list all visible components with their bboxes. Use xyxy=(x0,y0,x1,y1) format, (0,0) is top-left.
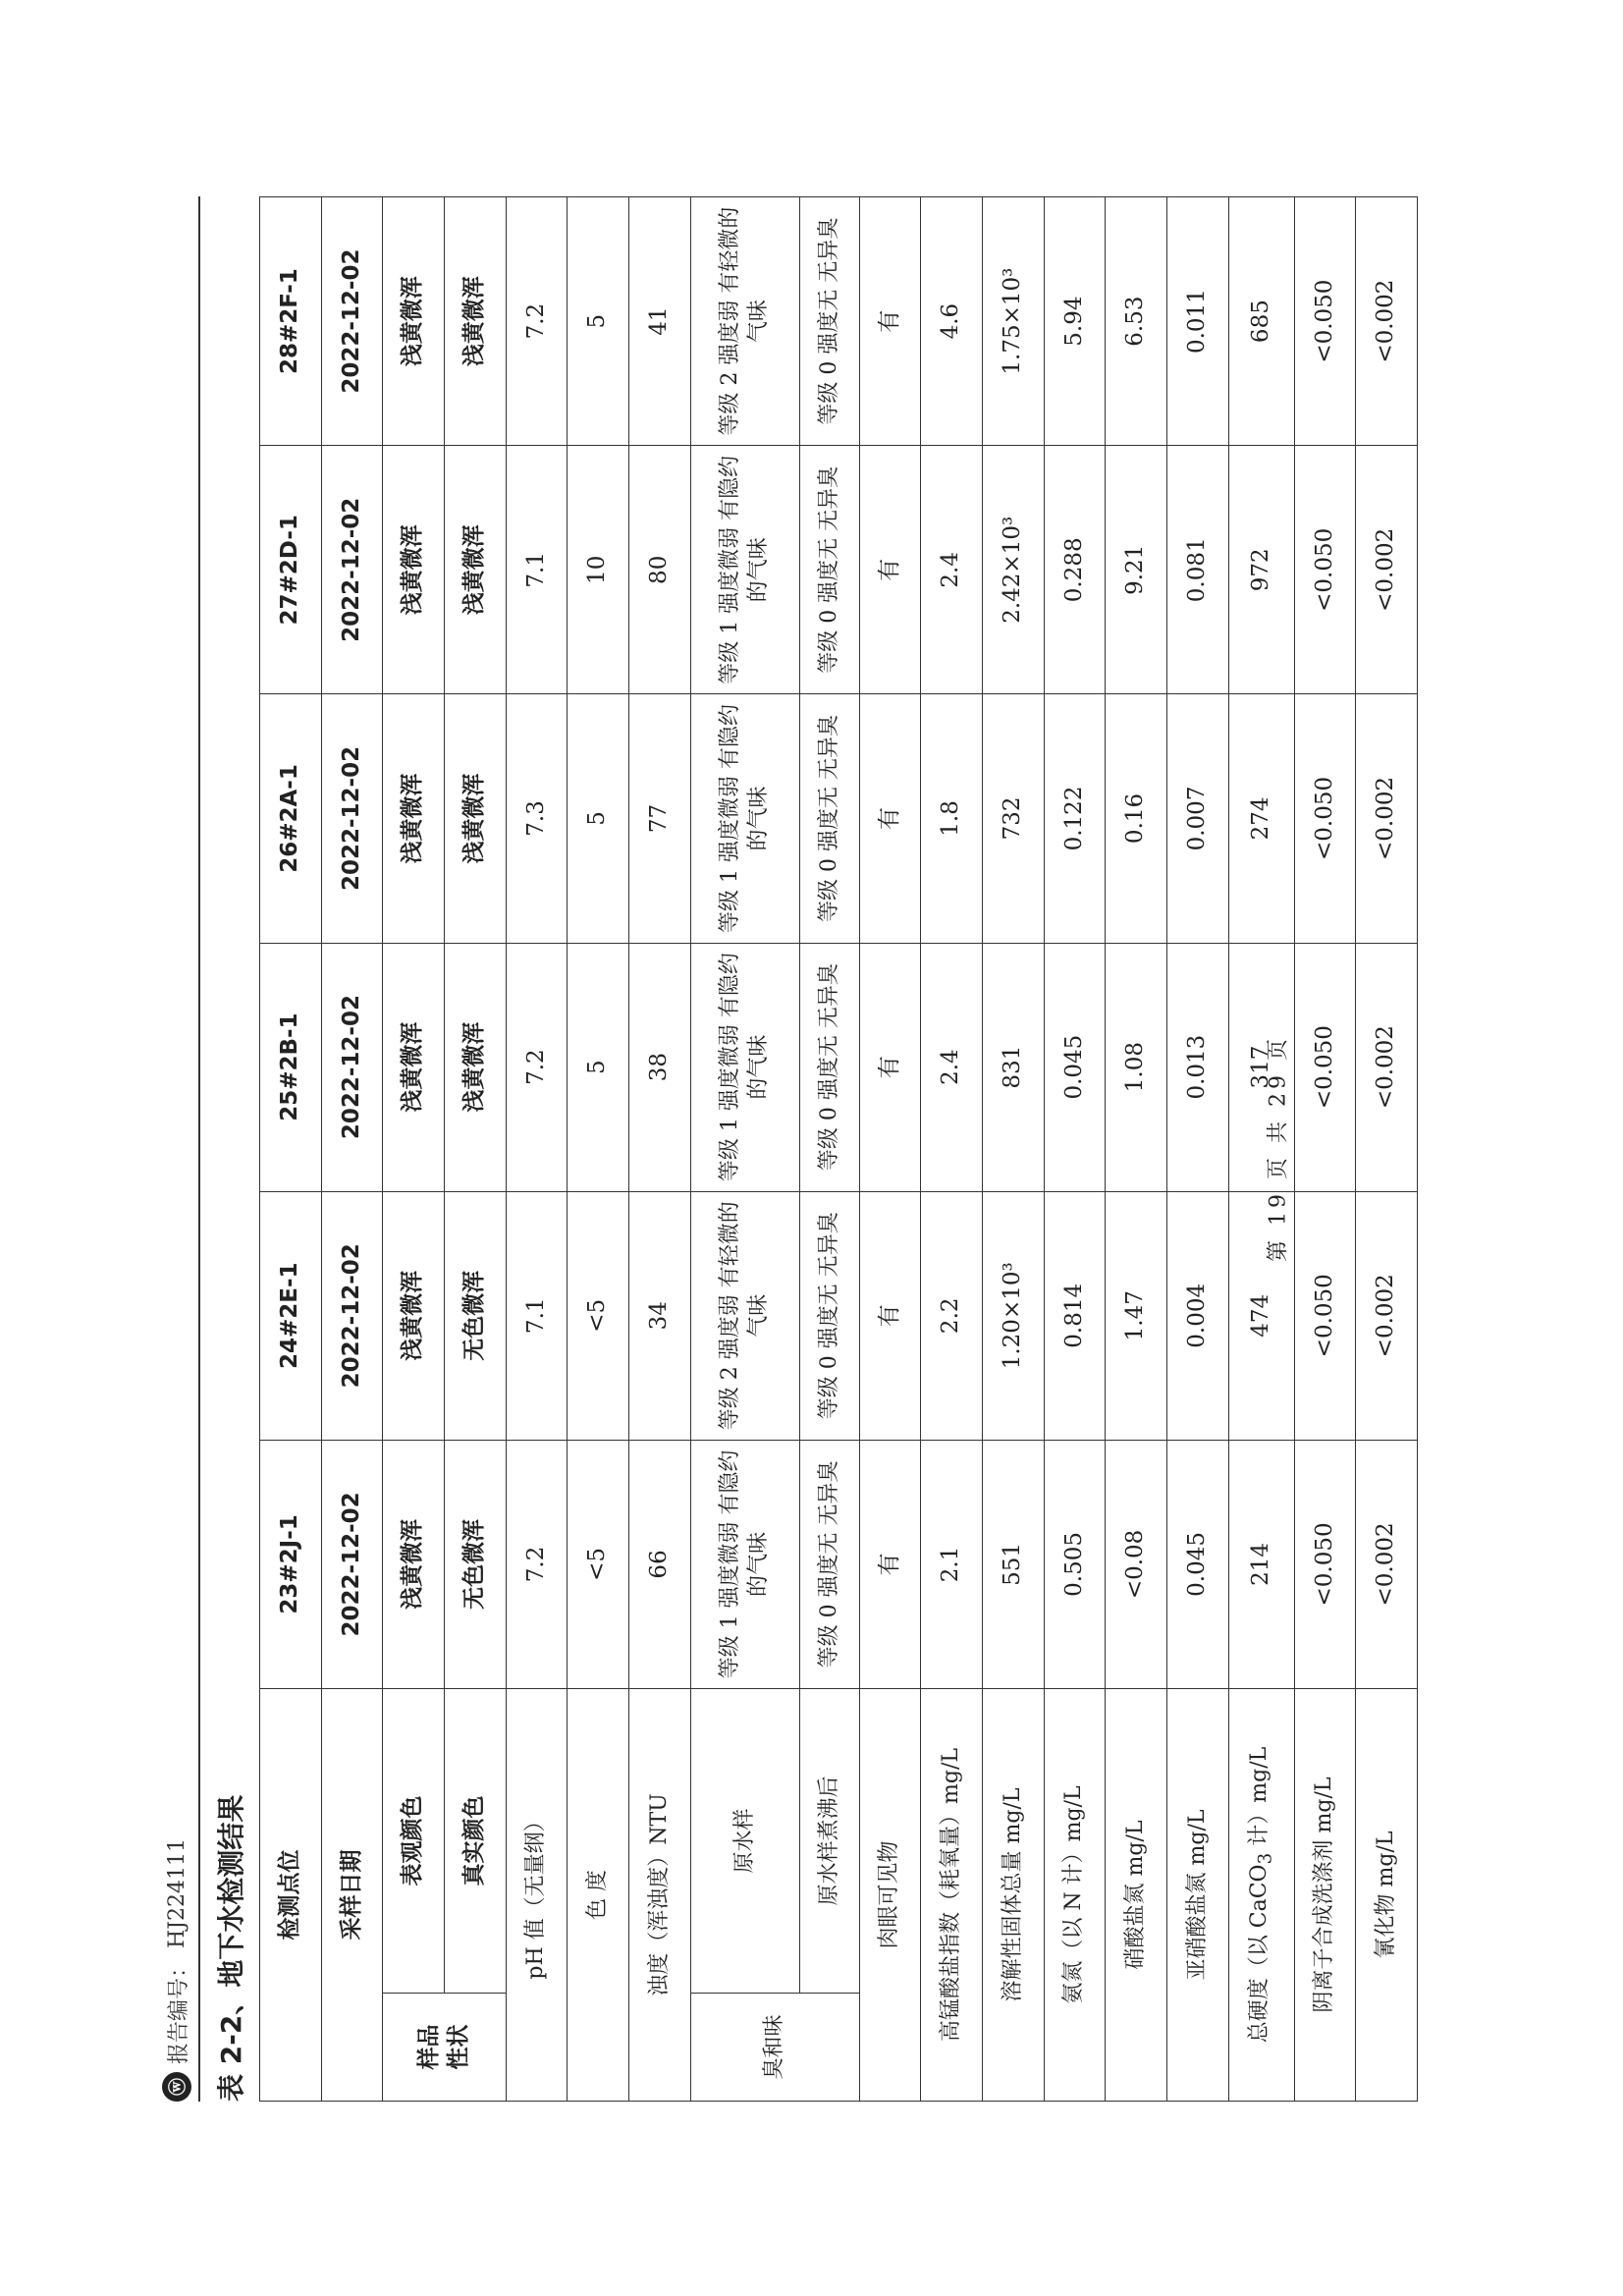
hardness-value: 972 xyxy=(1228,446,1294,694)
odor-boiled-value: 等级 0 强度无 无异臭 xyxy=(800,943,859,1191)
sample-date: 2022-12-02 xyxy=(321,1440,383,1688)
odor-raw-value: 等级 1 强度微弱 有隐约的气味 xyxy=(690,694,800,943)
table-row xyxy=(921,197,983,2102)
nitrite-label: 亚硝酸盐氮 mg/L xyxy=(1167,1689,1229,2102)
table-row xyxy=(629,197,691,2102)
odor-raw-value: 等级 2 强度弱 有轻微的气味 xyxy=(690,1191,800,1440)
ph-label: pH 值（无量纲） xyxy=(506,1689,568,2102)
sample-date: 2022-12-02 xyxy=(321,694,383,943)
cyanide-value: <0.002 xyxy=(1356,197,1418,446)
turbidity-value: 66 xyxy=(629,1440,691,1688)
apparent-color-value: 浅黄微浑 xyxy=(383,1191,445,1440)
nitrite-value: 0.013 xyxy=(1167,943,1229,1191)
sample-date: 2022-12-02 xyxy=(321,1191,383,1440)
odor-boiled-value: 等级 0 强度无 无异臭 xyxy=(800,1191,859,1440)
table-row xyxy=(983,197,1045,2102)
sample-date: 2022-12-02 xyxy=(321,197,383,446)
point-id: 24#2E-1 xyxy=(260,1191,322,1440)
turbidity-value: 77 xyxy=(629,694,691,943)
odor-boiled-value: 等级 0 强度无 无异臭 xyxy=(800,694,859,943)
visible-matter-value: 有 xyxy=(859,446,921,694)
true-color-value: 浅黄微浑 xyxy=(445,694,507,943)
tds-value: 551 xyxy=(983,1440,1045,1688)
turbidity-label: 浊度（浑浊度）NTU xyxy=(629,1689,691,2102)
report-number-line xyxy=(157,1838,196,2102)
chroma-value: <5 xyxy=(568,1191,629,1440)
hardness-value: 685 xyxy=(1228,197,1294,446)
nitrate-value: 0.16 xyxy=(1106,694,1167,943)
boiled-sample-label: 原水样煮沸后 xyxy=(800,1689,859,1994)
apparent-color-label: 表观颜色 xyxy=(383,1689,445,1994)
turbidity-value: 41 xyxy=(629,197,691,446)
true-color-value: 浅黄微浑 xyxy=(445,446,507,694)
true-color-value: 无色微浑 xyxy=(445,1191,507,1440)
cyanide-value: <0.002 xyxy=(1356,943,1418,1191)
true-color-value: 浅黄微浑 xyxy=(445,943,507,1191)
point-id: 27#2D-1 xyxy=(260,446,322,694)
true-color-value: 浅黄微浑 xyxy=(445,197,507,446)
surfactant-value: <0.050 xyxy=(1294,943,1356,1191)
table-row xyxy=(1356,197,1418,2102)
table-row xyxy=(260,197,322,2102)
table-row xyxy=(1044,197,1106,2102)
visible-matter-value: 有 xyxy=(859,1440,921,1688)
visible-matter-label: 肉眼可见物 xyxy=(859,1689,921,2102)
cyanide-value: <0.002 xyxy=(1356,446,1418,694)
ph-value: 7.2 xyxy=(506,1440,568,1688)
visible-matter-value: 有 xyxy=(859,197,921,446)
cyanide-value: <0.002 xyxy=(1356,1440,1418,1688)
nitrate-value: 1.47 xyxy=(1106,1191,1167,1440)
nitrate-label: 硝酸盐氮 mg/L xyxy=(1106,1689,1167,2102)
point-id: 26#2A-1 xyxy=(260,694,322,943)
header-date-label: 采样日期 xyxy=(321,1689,383,2102)
sample-date: 2022-12-02 xyxy=(321,943,383,1191)
surfactant-value: <0.050 xyxy=(1294,1191,1356,1440)
surfactant-value: <0.050 xyxy=(1294,197,1356,446)
hardness-value: 214 xyxy=(1228,1440,1294,1688)
nitrite-value: 0.045 xyxy=(1167,1440,1229,1688)
cyanide-label: 氰化物 mg/L xyxy=(1356,1689,1418,2102)
apparent-color-value: 浅黄微浑 xyxy=(383,694,445,943)
table-row xyxy=(445,197,507,2102)
permanganate-value: 2.2 xyxy=(921,1191,983,1440)
hardness-label xyxy=(1228,1689,1294,2102)
permanganate-value: 2.1 xyxy=(921,1440,983,1688)
odor-group-label: 臭和味 xyxy=(690,1994,859,2102)
ammonia-value: 0.288 xyxy=(1044,446,1106,694)
tds-value: 2.42×10³ xyxy=(983,446,1045,694)
point-id: 23#2J-1 xyxy=(260,1440,322,1688)
apparent-color-value: 浅黄微浑 xyxy=(383,1440,445,1688)
chroma-value: 5 xyxy=(568,943,629,1191)
report-number-value: HJ224111 xyxy=(164,1837,189,1948)
cyanide-value: <0.002 xyxy=(1356,694,1418,943)
hardness-value: 317 xyxy=(1228,943,1294,1191)
nitrate-value: <0.08 xyxy=(1106,1440,1167,1688)
ph-value: 7.3 xyxy=(506,694,568,943)
visible-matter-value: 有 xyxy=(859,694,921,943)
tds-value: 831 xyxy=(983,943,1045,1191)
hardness-value: 274 xyxy=(1228,694,1294,943)
header-rule xyxy=(198,196,200,2102)
true-color-label: 真实颜色 xyxy=(445,1689,507,1994)
ph-value: 7.1 xyxy=(506,446,568,694)
table-row xyxy=(383,197,445,2102)
cyanide-value: <0.002 xyxy=(1356,1191,1418,1440)
hardness-label-subscript: 3 xyxy=(1254,1852,1275,1865)
chroma-value: 10 xyxy=(568,446,629,694)
page-number: 第 19 页 共 29 页 xyxy=(1266,1035,1291,1262)
apparent-color-value: 浅黄微浑 xyxy=(383,197,445,446)
visible-matter-value: 有 xyxy=(859,943,921,1191)
surfactant-value: <0.050 xyxy=(1294,694,1356,943)
table-row xyxy=(506,197,568,2102)
hardness-value: 474 xyxy=(1228,1191,1294,1440)
table-row xyxy=(568,197,629,2102)
table-row xyxy=(1106,197,1167,2102)
hardness-label-suffix: 计）mg/L xyxy=(1246,1746,1271,1853)
table-row xyxy=(690,197,800,2102)
odor-boiled-value: 等级 0 强度无 无异臭 xyxy=(800,446,859,694)
groundwater-results-table xyxy=(259,196,1418,2102)
visible-matter-value: 有 xyxy=(859,1191,921,1440)
nitrite-value: 0.007 xyxy=(1167,694,1229,943)
hardness-label-prefix: 总硬度（以 CaCO xyxy=(1246,1864,1271,2044)
permanganate-value: 4.6 xyxy=(921,197,983,446)
report-number-label: 报告编号： xyxy=(166,1955,191,2064)
apparent-color-value: 浅黄微浑 xyxy=(383,943,445,1191)
chroma-value: 5 xyxy=(568,197,629,446)
chroma-label: 色 度 xyxy=(568,1689,629,2102)
tds-value: 1.75×10³ xyxy=(983,197,1045,446)
surfactant-label: 阴离子合成洗涤剂 mg/L xyxy=(1294,1689,1356,2102)
odor-boiled-value: 等级 0 强度无 无异臭 xyxy=(800,197,859,446)
odor-raw-value: 等级 1 强度微弱 有隐约的气味 xyxy=(690,943,800,1191)
ammonia-value: 0.505 xyxy=(1044,1440,1106,1688)
surfactant-value: <0.050 xyxy=(1294,446,1356,694)
point-id: 25#2B-1 xyxy=(260,943,322,1191)
raw-sample-label: 原水样 xyxy=(690,1689,800,1994)
ammonia-label: 氨氮（以 N 计）mg/L xyxy=(1044,1689,1106,2102)
ph-value: 7.1 xyxy=(506,1191,568,1440)
nitrate-value: 1.08 xyxy=(1106,943,1167,1191)
header-point-label: 检测点位 xyxy=(260,1689,322,2102)
chroma-value: <5 xyxy=(568,1440,629,1688)
turbidity-value: 34 xyxy=(629,1191,691,1440)
nitrite-value: 0.081 xyxy=(1167,446,1229,694)
point-id: 28#2F-1 xyxy=(260,197,322,446)
odor-raw-value: 等级 1 强度微弱 有隐约的气味 xyxy=(690,446,800,694)
apparent-color-value: 浅黄微浑 xyxy=(383,446,445,694)
chroma-value: 5 xyxy=(568,694,629,943)
ammonia-value: 0.122 xyxy=(1044,694,1106,943)
permanganate-value: 2.4 xyxy=(921,446,983,694)
table-row xyxy=(800,197,859,2102)
odor-raw-value: 等级 1 强度微弱 有隐约的气味 xyxy=(690,1440,800,1688)
company-logo-icon: ⓦ xyxy=(162,2072,191,2102)
ammonia-value: 0.045 xyxy=(1044,943,1106,1191)
permanganate-value: 2.4 xyxy=(921,943,983,1191)
nitrite-value: 0.004 xyxy=(1167,1191,1229,1440)
table-row xyxy=(1294,197,1356,2102)
true-color-value: 无色微浑 xyxy=(445,1440,507,1688)
ph-value: 7.2 xyxy=(506,197,568,446)
tds-value: 1.20×10³ xyxy=(983,1191,1045,1440)
table-row xyxy=(1167,197,1229,2102)
nitrate-value: 6.53 xyxy=(1106,197,1167,446)
turbidity-value: 38 xyxy=(629,943,691,1191)
surfactant-value: <0.050 xyxy=(1294,1440,1356,1688)
ph-value: 7.2 xyxy=(506,943,568,1191)
rotated-page-content xyxy=(157,196,1399,2102)
odor-raw-value: 等级 2 强度弱 有轻微的气味 xyxy=(690,197,800,446)
tds-value: 732 xyxy=(983,694,1045,943)
nitrite-value: 0.011 xyxy=(1167,197,1229,446)
table-row xyxy=(859,197,921,2102)
permanganate-label: 高锰酸盐指数（耗氧量）mg/L xyxy=(921,1689,983,2102)
sample-date: 2022-12-02 xyxy=(321,446,383,694)
table-title: 表 2-2、地下水检测结果 xyxy=(215,1794,247,2102)
ammonia-value: 0.814 xyxy=(1044,1191,1106,1440)
sample-property-group-label: 样品 性状 xyxy=(383,1994,506,2102)
ammonia-value: 5.94 xyxy=(1044,197,1106,446)
turbidity-value: 80 xyxy=(629,446,691,694)
odor-boiled-value: 等级 0 强度无 无异臭 xyxy=(800,1440,859,1688)
permanganate-value: 1.8 xyxy=(921,694,983,943)
tds-label: 溶解性固体总量 mg/L xyxy=(983,1689,1045,2102)
table-row xyxy=(321,197,383,2102)
nitrate-value: 9.21 xyxy=(1106,446,1167,694)
